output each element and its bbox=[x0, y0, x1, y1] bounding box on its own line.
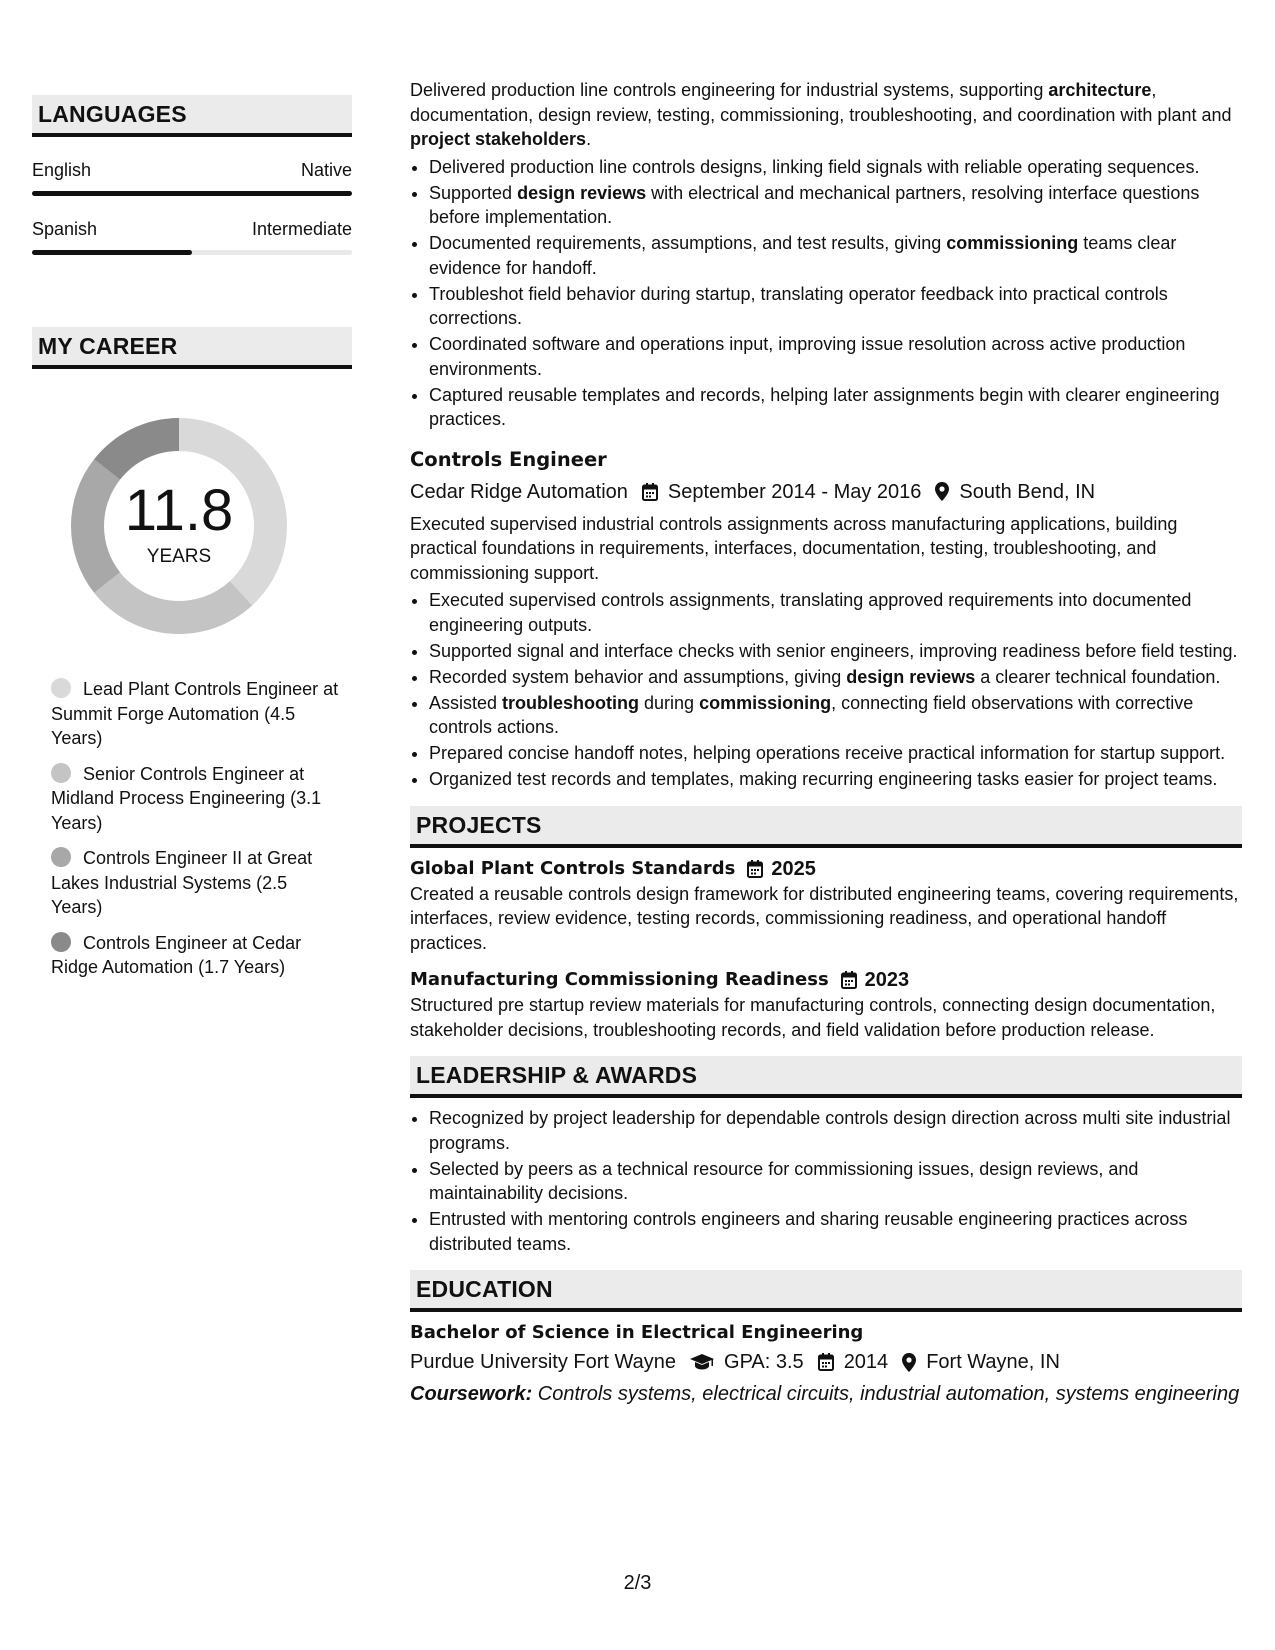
bullet-item bbox=[429, 665, 1242, 690]
projects-heading: PROJECTS bbox=[410, 806, 1242, 848]
leadership-bullets bbox=[410, 1106, 1242, 1256]
bullet-item: • Supported signal and interface checks with senior engineers, improving readiness before field testing. bbox=[429, 639, 1242, 664]
bullet-keyword: commissioning bbox=[699, 692, 832, 713]
career-legend-item bbox=[51, 846, 341, 920]
job-summary: Executed supervised industrial controls assignments across manufacturing applications, building practical foundations in requirements, interfaces, documentation, testing, troubleshooting, and commissioning support. bbox=[410, 513, 1178, 583]
bullet-item bbox=[429, 181, 1242, 230]
bullet-item: • Entrusted with mentoring controls engineers and sharing reusable engineering practices across distributed teams. bbox=[429, 1207, 1242, 1256]
bullet-item: • Executed supervised controls assignments, translating approved requirements into documented engineering outputs. bbox=[429, 588, 1242, 637]
bullet-text: teams clear evidence for handoff. bbox=[429, 233, 1177, 278]
career-legend-item bbox=[51, 677, 341, 751]
project-title-row bbox=[410, 967, 1242, 993]
education-meta bbox=[410, 1348, 1242, 1376]
career-donut-chart bbox=[64, 411, 294, 641]
calendar-icon bbox=[747, 860, 763, 878]
language-proficiency-fill bbox=[32, 250, 192, 255]
bullet-text: Supported bbox=[429, 182, 518, 203]
language-level: Native bbox=[300, 160, 352, 180]
education-heading: EDUCATION bbox=[410, 1270, 1242, 1312]
bullet-text: , connecting field observations with corrective controls actions. bbox=[429, 692, 1194, 737]
languages-heading: LANGUAGES bbox=[32, 95, 352, 137]
career-legend-text: Senior Controls Engineer at Midland Process Engineering (3.1 Years) bbox=[51, 763, 322, 833]
language-name: English bbox=[32, 160, 92, 180]
bullet-text: Assisted bbox=[429, 692, 503, 713]
intro-text: Delivered production line controls engineering for industrial systems, supporting bbox=[410, 80, 1049, 100]
legend-dot bbox=[51, 847, 71, 867]
calendar-icon bbox=[818, 1353, 834, 1371]
intro-bullets bbox=[410, 155, 1242, 432]
job-bullets bbox=[410, 588, 1242, 792]
graduation-year: 2014 bbox=[843, 1351, 889, 1373]
project-description: Created a reusable controls design framework for distributed engineering teams, covering requirements, interfaces, review evidence, testing records, commissioning readiness, and operational handoff practices. bbox=[410, 883, 1239, 953]
language-name: Spanish bbox=[32, 219, 98, 239]
job-intro bbox=[410, 78, 1242, 152]
coursework-text: Controls systems, electrical circuits, industrial automation, systems engineering bbox=[532, 1383, 1240, 1405]
language-level: Intermediate bbox=[251, 219, 352, 239]
bullet-item: • Captured reusable templates and records, helping later assignments begin with clearer engineering practices. bbox=[429, 383, 1242, 432]
bullet-text: a clearer technical foundation. bbox=[975, 666, 1221, 687]
project-year: 2025 bbox=[771, 857, 816, 880]
language-proficiency-fill bbox=[32, 191, 352, 196]
language-item bbox=[32, 159, 352, 196]
career-legend-item bbox=[51, 762, 341, 836]
main-content bbox=[410, 78, 1242, 1406]
bullet-keyword: troubleshooting bbox=[502, 692, 640, 713]
intro-keyword: architecture bbox=[1048, 80, 1152, 100]
location-pin-icon bbox=[902, 1353, 916, 1372]
career-total-unit: YEARS bbox=[146, 546, 212, 567]
language-proficiency-bar bbox=[32, 191, 352, 196]
bullet-item: • Delivered production line controls designs, linking field signals with reliable operating sequences. bbox=[429, 155, 1242, 180]
job-location: South Bend, IN bbox=[959, 480, 1096, 503]
career-legend-text: Controls Engineer II at Great Lakes Industrial Systems (2.5 Years) bbox=[51, 848, 313, 917]
page-number: 2/3 bbox=[623, 1572, 652, 1594]
bullet-item: • Troubleshot field behavior during startup, translating operator feedback into practical controls corrections. bbox=[429, 282, 1242, 331]
project-year: 2023 bbox=[864, 969, 910, 991]
leadership-heading: LEADERSHIP & AWARDS bbox=[410, 1056, 1242, 1098]
bullet-item: • Recognized by project leadership for dependable controls design direction across multi site industrial programs. bbox=[429, 1106, 1242, 1155]
intro-text: . bbox=[586, 129, 592, 149]
language-proficiency-bar bbox=[32, 250, 352, 255]
project-title-row bbox=[410, 856, 1242, 882]
career-legend-item bbox=[51, 931, 341, 980]
legend-dot bbox=[51, 763, 71, 783]
bullet-keyword: design reviews bbox=[846, 666, 976, 687]
bullet-item: • Coordinated software and operations input, improving issue resolution across active production environments. bbox=[429, 332, 1242, 381]
project-title: Global Plant Controls Standards bbox=[410, 857, 736, 879]
career-heading: MY CAREER bbox=[32, 327, 352, 369]
project-title: Manufacturing Commissioning Readiness bbox=[410, 969, 829, 990]
career-legend-text: Controls Engineer at Cedar Ridge Automation (1.7 Years) bbox=[51, 932, 302, 977]
bullet-keyword: commissioning bbox=[946, 233, 1079, 253]
project-description: Structured pre startup review materials for manufacturing controls, connecting design documentation, stakeholder decisions, troubleshooting records, and field validation before production release. bbox=[410, 995, 1216, 1040]
bullet-text: Documented requirements, assumptions, and test results, giving bbox=[429, 233, 947, 253]
job-title: Controls Engineer bbox=[410, 447, 607, 471]
education-location: Fort Wayne, IN bbox=[926, 1351, 1060, 1373]
bullet-text: during bbox=[639, 692, 700, 713]
gpa: GPA: 3.5 bbox=[724, 1351, 804, 1373]
job-company: Cedar Ridge Automation bbox=[410, 480, 628, 503]
degree-title: Bachelor of Science in Electrical Engineering bbox=[410, 1322, 864, 1343]
bullet-item: • Selected by peers as a technical resource for commissioning issues, design reviews, and maintainability decisions. bbox=[429, 1157, 1242, 1206]
career-legend-text: Lead Plant Controls Engineer at Summit Forge Automation (4.5 Years) bbox=[51, 679, 339, 748]
legend-dot bbox=[51, 932, 71, 952]
bullet-item bbox=[429, 691, 1242, 740]
calendar-icon bbox=[642, 483, 658, 501]
legend-dot bbox=[51, 678, 71, 698]
job-meta bbox=[410, 478, 1242, 506]
bullet-keyword: design reviews bbox=[517, 182, 647, 203]
intro-keyword: project stakeholders bbox=[410, 129, 587, 149]
career-total-value: 11.8 bbox=[124, 478, 234, 543]
location-pin-icon bbox=[935, 482, 949, 501]
career-legend bbox=[32, 677, 341, 980]
bullet-text: with electrical and mechanical partners, resolving interface questions before implementation. bbox=[429, 182, 1200, 227]
graduation-cap-icon bbox=[690, 1354, 714, 1370]
bullet-item: • Organized test records and templates, making recurring engineering tasks easier for project teams. bbox=[429, 767, 1242, 792]
calendar-icon bbox=[841, 971, 857, 989]
coursework-label: Coursework: bbox=[410, 1383, 533, 1405]
intro-text: , documentation, design review, testing, commissioning, troubleshooting, and coordination with plant and bbox=[410, 80, 1232, 125]
bullet-text: Recorded system behavior and assumptions, giving bbox=[429, 666, 847, 687]
sidebar bbox=[32, 95, 352, 991]
language-item bbox=[32, 218, 352, 255]
bullet-item: • Prepared concise handoff notes, helping operations receive practical information for startup support. bbox=[429, 741, 1242, 766]
coursework bbox=[410, 1382, 1242, 1406]
donut-slice bbox=[94, 572, 252, 634]
school-name: Purdue University Fort Wayne bbox=[410, 1351, 677, 1373]
job-dates: September 2014 - May 2016 bbox=[667, 480, 922, 503]
bullet-item bbox=[429, 231, 1242, 280]
